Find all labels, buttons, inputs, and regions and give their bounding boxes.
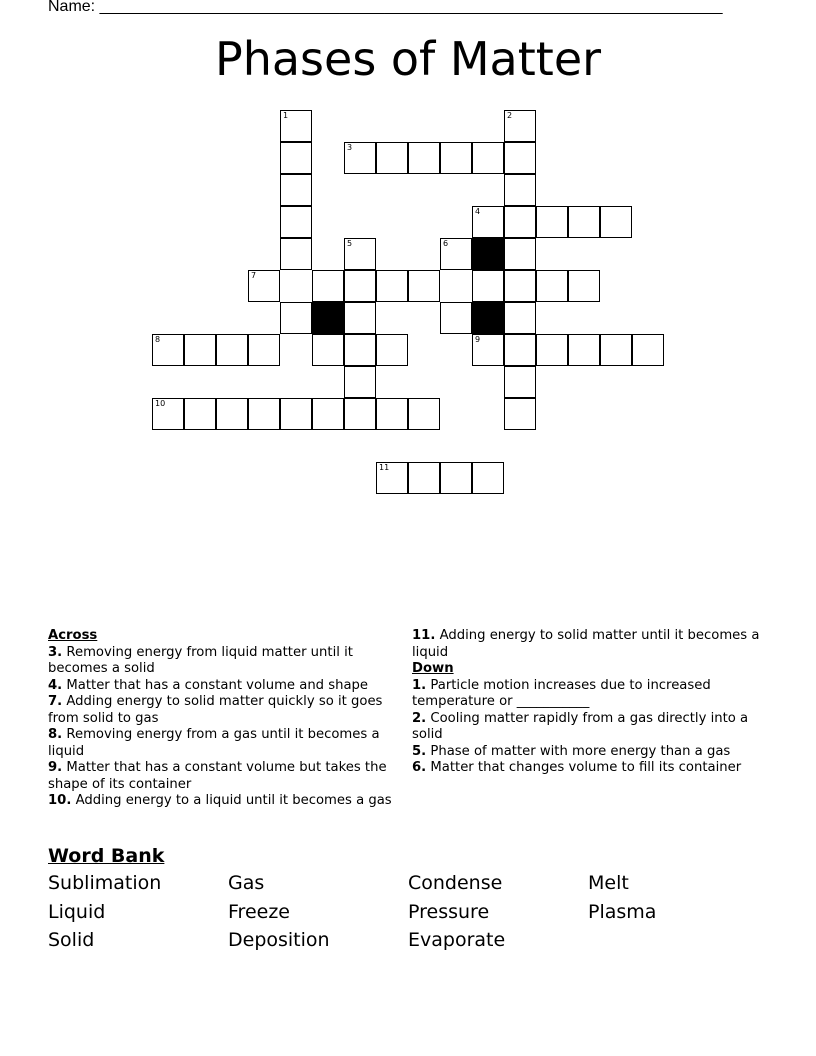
crossword-cell[interactable] — [376, 142, 408, 174]
across-heading: Across — [48, 628, 98, 643]
crossword-cell[interactable] — [344, 238, 376, 270]
clues-left-column — [48, 628, 396, 810]
clue-number: 5. — [412, 743, 427, 759]
crossword-cell[interactable] — [472, 334, 504, 366]
crossword-cell[interactable] — [184, 334, 216, 366]
clue-down-2 — [412, 711, 768, 744]
clue-text: Phase of matter with more energy than a gas — [430, 743, 731, 759]
clue-text: Matter that changes volume to fill its container — [430, 760, 742, 775]
crossword-cell[interactable] — [568, 270, 600, 302]
crossword-cell[interactable] — [376, 270, 408, 302]
word-bank-item: Liquid — [48, 900, 106, 923]
word-bank-item: Melt — [588, 872, 629, 894]
word-bank-list — [48, 872, 768, 958]
clue-down-5 — [412, 744, 768, 761]
clue-text: Adding energy to solid matter quickly so it goes from solid to gas — [48, 694, 383, 726]
word-bank-item: Sublimation — [48, 872, 162, 894]
clue-number-label: 6 — [443, 239, 449, 248]
crossword-grid — [0, 0, 816, 520]
crossword-cell[interactable] — [504, 142, 536, 174]
crossword-cell[interactable] — [504, 238, 536, 270]
crossword-cell[interactable] — [504, 270, 536, 302]
crossword-cell[interactable] — [440, 238, 472, 270]
clue-number-label: 11 — [379, 463, 390, 472]
clue-number: 8. — [48, 727, 63, 742]
crossword-cell[interactable] — [280, 206, 312, 238]
crossword-cell[interactable] — [408, 398, 440, 430]
crossword-cell[interactable] — [504, 398, 536, 430]
crossword-cell[interactable] — [472, 142, 504, 174]
clue-number-label: 10 — [155, 399, 166, 408]
word-bank-item: Evaporate — [408, 929, 506, 951]
word-bank-item: Freeze — [228, 900, 290, 923]
clue-text: Adding energy to a liquid until it becomes a gas — [75, 793, 392, 808]
clue-number: 9. — [48, 760, 63, 775]
clue-number-label: 1 — [283, 111, 289, 120]
clue-down-6 — [412, 760, 768, 777]
clue-across-8 — [48, 727, 396, 760]
clue-across-7 — [48, 694, 396, 727]
clue-number: 2. — [412, 710, 427, 726]
clue-across-10 — [48, 793, 396, 810]
clue-number: 6. — [412, 760, 427, 775]
down-heading: Down — [412, 661, 454, 676]
clue-across-11 — [412, 628, 768, 661]
crossword-cell[interactable] — [312, 270, 344, 302]
crossword-cell[interactable] — [280, 238, 312, 270]
name-field-line[interactable]: Name: ______________________________________________________________________ — [48, 0, 723, 15]
crossword-cell[interactable] — [152, 334, 184, 366]
clue-number-label: 7 — [251, 271, 257, 280]
clue-text: Adding energy to solid matter until it becomes a liquid — [412, 628, 760, 660]
crossword-cell[interactable] — [440, 142, 472, 174]
crossword-cell[interactable] — [216, 334, 248, 366]
clue-number-label: 9 — [475, 335, 481, 344]
clue-across-4 — [48, 678, 396, 695]
crossword-cell[interactable] — [504, 174, 536, 206]
crossword-cell[interactable] — [248, 334, 280, 366]
clue-number: 3. — [48, 644, 63, 660]
crossword-cell[interactable] — [472, 206, 504, 238]
clue-number-label: 5 — [347, 239, 353, 248]
clue-number-label: 2 — [507, 111, 513, 120]
crossword-block — [312, 302, 344, 334]
crossword-cell[interactable] — [632, 334, 664, 366]
crossword-cell[interactable] — [376, 462, 408, 494]
crossword-cell[interactable] — [536, 206, 568, 238]
crossword-cell[interactable] — [280, 174, 312, 206]
crossword-cell[interactable] — [568, 206, 600, 238]
clue-number: 4. — [48, 677, 63, 693]
word-bank-item: Pressure — [408, 900, 490, 923]
crossword-cell[interactable] — [536, 334, 568, 366]
crossword-cell[interactable] — [280, 398, 312, 430]
word-bank-item: Deposition — [228, 929, 330, 951]
clue-text: Cooling matter rapidly from a gas directly into a solid — [412, 710, 749, 742]
crossword-cell[interactable] — [472, 270, 504, 302]
crossword-cell[interactable] — [504, 302, 536, 334]
crossword-cell[interactable] — [184, 398, 216, 430]
crossword-cell[interactable] — [440, 462, 472, 494]
crossword-cell[interactable] — [472, 462, 504, 494]
crossword-cell[interactable] — [344, 334, 376, 366]
crossword-cell[interactable] — [536, 270, 568, 302]
clue-number: 10. — [48, 793, 72, 808]
clue-text: Removing energy from a gas until it becomes a liquid — [48, 727, 380, 759]
crossword-cell[interactable] — [280, 142, 312, 174]
crossword-block — [472, 302, 504, 334]
clue-number: 11. — [412, 628, 436, 643]
crossword-cell[interactable] — [312, 334, 344, 366]
clue-text: Particle motion increases due to increased temperature or ___________ — [412, 677, 711, 709]
word-bank-item: Condense — [408, 872, 503, 894]
crossword-cell[interactable] — [248, 398, 280, 430]
crossword-block — [472, 238, 504, 270]
crossword-cell[interactable] — [344, 270, 376, 302]
clue-number-label: 4 — [475, 207, 481, 216]
crossword-cell[interactable] — [216, 398, 248, 430]
crossword-cell[interactable] — [504, 110, 536, 142]
clue-number-label: 8 — [155, 335, 161, 344]
crossword-cell[interactable] — [280, 110, 312, 142]
crossword-cell[interactable] — [344, 302, 376, 334]
crossword-cell[interactable] — [440, 302, 472, 334]
word-bank-item: Solid — [48, 929, 95, 951]
clues-right-column — [412, 628, 768, 777]
crossword-cell[interactable] — [312, 398, 344, 430]
crossword-cell[interactable] — [152, 398, 184, 430]
word-bank-item: Plasma — [588, 900, 657, 923]
crossword-cell[interactable] — [568, 334, 600, 366]
clue-text: Matter that has a constant volume and shape — [66, 677, 369, 693]
crossword-cell[interactable] — [376, 398, 408, 430]
page-title: Phases of Matter — [214, 32, 602, 86]
clue-text: Removing energy from liquid matter until it becomes a solid — [48, 644, 353, 676]
clue-down-1 — [412, 678, 768, 711]
crossword-cell[interactable] — [408, 142, 440, 174]
crossword-cell[interactable] — [344, 142, 376, 174]
clue-number-label: 3 — [347, 143, 353, 152]
crossword-cell[interactable] — [600, 206, 632, 238]
clue-text: Matter that has a constant volume but takes the shape of its container — [48, 760, 387, 792]
clue-number: 1. — [412, 677, 427, 693]
crossword-cell[interactable] — [376, 334, 408, 366]
crossword-cell[interactable] — [504, 206, 536, 238]
crossword-cell[interactable] — [600, 334, 632, 366]
crossword-cell[interactable] — [280, 302, 312, 334]
word-bank-title: Word Bank — [48, 845, 165, 867]
crossword-cell[interactable] — [248, 270, 280, 302]
crossword-cell[interactable] — [504, 334, 536, 366]
word-bank-item: Gas — [228, 872, 265, 894]
crossword-cell[interactable] — [504, 366, 536, 398]
crossword-cell[interactable] — [408, 462, 440, 494]
clue-across-3 — [48, 645, 396, 678]
crossword-cell[interactable] — [344, 366, 376, 398]
crossword-cell[interactable] — [344, 398, 376, 430]
crossword-cell[interactable] — [408, 270, 440, 302]
clue-across-9 — [48, 760, 396, 793]
clue-number: 7. — [48, 694, 63, 709]
